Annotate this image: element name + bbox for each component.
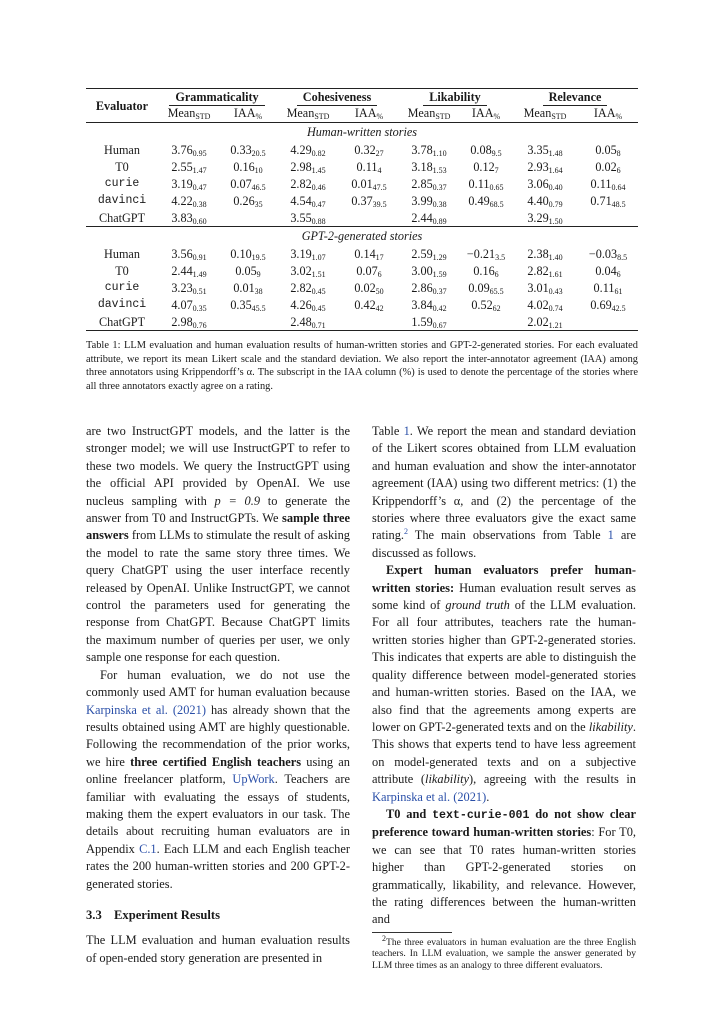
iaa-cell [340, 209, 398, 227]
left-paragraph-1: are two InstructGPT models, and the latter is the stronger model; we will use InstructGPT to refer to these two models. We query the InstructGPT using the official API provided by OpenAI. We use nucleus sampling with p = 0.9 to generate the answer from T0 and InstructGPTs. We sample three answers from LLMs to stimulate the result of asking the model to rate the same story three times. We query ChatGPT using the user interface recently released by OpenAI. Unlike InstructGPT, we cannot control the parameters used for generating the response from ChatGPT. Because ChatGPT limits the maximum number of queries per user, we only sample one response for each question. [86, 424, 351, 665]
iaa-cell [460, 313, 512, 331]
iaa-cell: $0.32_{27}$ [354, 142, 384, 158]
right-paragraph-3: T0 and text-curie-001 do not show clear preference toward human-written stories: For T0, we can see that T0 rates human-written stories higher than GPT-2-generated stories on grammatically, likability, and relevance. However, the rating differences between the human-written and [372, 806, 636, 927]
mean-cell: $1.59_{0.67}$ [398, 313, 460, 331]
subheader-row [86, 106, 638, 123]
results-table [86, 88, 638, 331]
iaa-cell: $0.01_{38}$ [233, 280, 263, 296]
group-header-grammaticality: Grammaticality [158, 89, 276, 107]
section-title: Human-written stories [86, 123, 638, 142]
mean-cell: $2.02_{1.21}$ [512, 313, 578, 331]
table-ref-link[interactable]: 1 [403, 424, 410, 438]
citation-link-karpinska-2[interactable]: Karpinska et al. (2021) [372, 789, 487, 804]
mean-cell: $3.23_{0.51}$ [171, 280, 207, 296]
mean-cell: $2.98_{1.45}$ [290, 159, 326, 175]
table-ref-link-2[interactable]: 1 [607, 528, 614, 543]
iaa-cell: $0.11_{0.64}$ [590, 176, 626, 192]
footnote-marker[interactable]: 2 [404, 527, 408, 537]
iaa-cell [220, 313, 276, 331]
section-title: GPT-2-generated stories [86, 227, 638, 246]
iaa-cell: $0.69_{42.5}$ [590, 297, 626, 313]
table-row [86, 175, 638, 192]
mean-cell: $4.07_{0.35}$ [171, 297, 207, 313]
mean-cell: $3.01_{0.43}$ [527, 280, 563, 296]
mean-cell: $4.26_{0.45}$ [290, 297, 326, 313]
mean-cell: $3.00_{1.59}$ [411, 263, 447, 279]
mean-cell: $3.06_{0.40}$ [527, 176, 563, 192]
iaa-cell: $0.02_{50}$ [354, 280, 384, 296]
table-row [86, 209, 638, 227]
results-table-wrapper [86, 88, 638, 331]
group-header-cohesiveness: Cohesiveness [276, 89, 398, 107]
iaa-cell: $0.42_{42}$ [354, 297, 384, 313]
mean-cell: $3.78_{1.10}$ [411, 142, 447, 158]
table-body [86, 123, 638, 331]
evaluator-header: Evaluator [86, 89, 158, 123]
mean-cell: $2.82_{1.61}$ [527, 263, 563, 279]
mean-cell: $3.76_{0.95}$ [171, 142, 207, 158]
iaa-cell: $0.01_{47.5}$ [351, 176, 387, 192]
iaa-cell: $0.07_6$ [356, 263, 382, 279]
iaa-cell: $-0.03_{8.5}$ [588, 246, 628, 262]
iaa-cell: $0.71_{48.5}$ [590, 193, 626, 209]
iaa-cell: $0.33_{20.5}$ [230, 142, 266, 158]
mean-cell: $3.19_{0.47}$ [171, 176, 207, 192]
iaa-cell: $0.05_9$ [235, 263, 261, 279]
iaa-cell: $0.09_{65.5}$ [468, 280, 504, 296]
iaa-cell [578, 209, 638, 227]
left-column [86, 423, 350, 967]
iaa-cell [220, 209, 276, 227]
subheader-iaa: $IAA_{\%}$ [460, 106, 512, 123]
mean-cell: $2.44_{1.49}$ [171, 263, 207, 279]
section-title-row [86, 227, 638, 246]
iaa-cell: $0.37_{39.5}$ [351, 193, 387, 209]
table-row [86, 313, 638, 331]
iaa-cell: $0.11_{61}$ [593, 280, 623, 296]
footnote: $^2$The three evaluators in human evaluation are the three English teachers. In LLM evaluation, we sample the answer generated by LLM three times as an analogy to three different evaluators. [372, 933, 636, 971]
mean-cell: $2.38_{1.40}$ [527, 246, 563, 262]
table-row [86, 192, 638, 209]
mean-cell: $2.82_{0.46}$ [290, 176, 326, 192]
mean-cell: $3.99_{0.38}$ [411, 193, 447, 209]
evaluator-name: curie [104, 176, 140, 190]
mean-cell: $4.22_{0.38}$ [171, 193, 207, 209]
iaa-cell: $0.14_{17}$ [354, 246, 384, 262]
iaa-cell: $0.02_6$ [595, 159, 621, 175]
mean-cell: $3.35_{1.48}$ [527, 142, 563, 158]
subheader-mean: Mean$_{STD}$ [158, 106, 220, 123]
iaa-cell: $0.16_6$ [473, 263, 499, 279]
citation-link-karpinska[interactable]: Karpinska et al. (2021) [86, 702, 206, 717]
mean-cell: $2.86_{0.37}$ [411, 280, 447, 296]
mean-cell: $4.02_{0.74}$ [527, 297, 563, 313]
group-header-relevance: Relevance [512, 89, 638, 107]
mean-cell: $3.83_{0.60}$ [171, 210, 207, 226]
mean-cell: $3.18_{1.53}$ [411, 159, 447, 175]
mean-cell: $4.29_{0.82}$ [290, 142, 326, 158]
appendix-link[interactable]: C.1 [139, 841, 157, 856]
subheader-mean: Mean$_{STD}$ [512, 106, 578, 123]
iaa-cell: $0.07_{46.5}$ [230, 176, 266, 192]
subheader-mean: Mean$_{STD}$ [276, 106, 340, 123]
iaa-cell: $0.12_7$ [473, 159, 499, 175]
iaa-cell: $0.08_{9.5}$ [470, 142, 502, 158]
right-paragraph-2: Expert human evaluators prefer human-written stories: Human evaluation result serves as some kind of ground truth of the LLM evaluation. For all four attributes, teachers rate the human-written stories higher than GPT-2-generated stories. This indicates that experts are able to distinguish the quality difference between model-generated stories and human-written stories. Based on the IAA, we also find that the agreements among experts are lower on GPT-2-generated texts and on the likability. This shows that experts tend to have less agreement on model-generated texts and on a subjective attribute (likability), agreeing with the results in Karpinska et al. (2021). [372, 563, 636, 804]
left-paragraph-3: The LLM evaluation and human evaluation results of open-ended story generation are presented in [86, 933, 350, 965]
mean-cell: $3.02_{1.51}$ [290, 263, 326, 279]
evaluator-name: ChatGPT [86, 313, 158, 331]
subheader-iaa: $IAA_{\%}$ [340, 106, 398, 123]
iaa-cell: $0.11_4$ [356, 159, 382, 175]
mean-cell: $2.44_{0.89}$ [411, 210, 447, 226]
mean-cell: $4.54_{0.47}$ [290, 193, 326, 209]
iaa-cell [460, 209, 512, 227]
evaluator-name: T0 [115, 263, 129, 278]
upwork-link[interactable]: UpWork [232, 772, 275, 787]
group-header-likability: Likability [398, 89, 512, 107]
right-paragraph-1: Table 1. We report the mean and standard deviation of the Likert scores obtained from LLM evaluation and human evaluation and show the inter-annotator agreement (IAA) using two different metrics: (1) the Krippendorff’s α, and (2) the percentage of the stories where three evaluators give the exact same rating.$^2$ The main observations from Table 1 are discussed as follows. [372, 424, 637, 560]
mean-cell: $3.29_{1.50}$ [527, 210, 563, 226]
iaa-cell: $0.26_{35}$ [233, 193, 263, 209]
evaluator-name: davinci [97, 297, 147, 311]
right-column [372, 423, 636, 972]
iaa-cell [340, 313, 398, 331]
subheader-mean: Mean$_{STD}$ [398, 106, 460, 123]
iaa-cell: $0.10_{19.5}$ [230, 246, 266, 262]
iaa-cell: $0.05_8$ [595, 142, 621, 158]
iaa-cell: $0.49_{68.5}$ [468, 193, 504, 209]
mean-cell: $3.55_{0.88}$ [290, 210, 326, 226]
mean-cell: $3.84_{0.42}$ [411, 297, 447, 313]
subheader-iaa: $IAA_{\%}$ [220, 106, 276, 123]
table-row [86, 262, 638, 279]
left-paragraph-2: For human evaluation, we do not use the commonly used AMT for human evaluation because Karpinska et al. (2021) has already shown that the results obtained using AMT are highly questionable. Following the recommendation of the prior works, we hire three certified English teachers using an online freelancer platform, UpWork. Teachers are familiar with evaluating the essays of students, making them the expert evaluators in our task. The details about recruiting human evaluators are in Appendix C.1. Each LLM and each English teacher rates the 200 human-written stories and 200 GPT-2-generated stories. [86, 667, 351, 891]
evaluator-name: T0 [115, 159, 129, 174]
iaa-cell: $0.11_{0.65}$ [468, 176, 504, 192]
evaluator-name: davinci [97, 193, 147, 207]
section-heading: 3.3 Experiment Results [86, 907, 220, 922]
iaa-cell: $-0.21_{3.5}$ [466, 246, 506, 262]
evaluator-name: Human [104, 142, 140, 157]
evaluator-name: curie [104, 280, 140, 294]
iaa-cell: $0.52_{62}$ [471, 297, 501, 313]
section-title-row [86, 123, 638, 142]
table-row [86, 141, 638, 158]
table-row [86, 279, 638, 296]
iaa-cell: $0.35_{45.5}$ [230, 297, 266, 313]
mean-cell: $4.40_{0.79}$ [527, 193, 563, 209]
mean-cell: $2.59_{1.29}$ [411, 246, 447, 262]
table-caption: Table 1: LLM evaluation and human evaluation results of human-written stories and GPT-2-generated stories. For each evaluated attribute, we report its mean Likert scale and the standard deviation. We also report the inter-annotator agreement (IAA) among three annotators using Krippendorff’s α. The subscript in the IAA column (%) is used to denote the percentage of the stories where all three annotators exactly agree on a rating. [86, 340, 638, 392]
mean-cell: $2.55_{1.47}$ [171, 159, 207, 175]
mean-cell: $2.98_{0.76}$ [158, 313, 220, 331]
table-row [86, 158, 638, 175]
mean-cell: $3.19_{1.07}$ [290, 246, 326, 262]
mean-cell: $2.48_{0.71}$ [276, 313, 340, 331]
mean-cell: $2.82_{0.45}$ [290, 280, 326, 296]
table-row [86, 245, 638, 262]
evaluator-name: ChatGPT [98, 210, 146, 225]
mean-cell: $2.85_{0.37}$ [411, 176, 447, 192]
table-row [86, 296, 638, 313]
subheader-iaa: $IAA_{\%}$ [578, 106, 638, 123]
iaa-cell: $0.04_6$ [595, 263, 621, 279]
mean-cell: $2.93_{1.64}$ [527, 159, 563, 175]
evaluator-name: Human [104, 246, 140, 261]
iaa-cell [578, 313, 638, 331]
iaa-cell: $0.16_{10}$ [233, 159, 263, 175]
mean-cell: $3.56_{0.91}$ [171, 246, 207, 262]
